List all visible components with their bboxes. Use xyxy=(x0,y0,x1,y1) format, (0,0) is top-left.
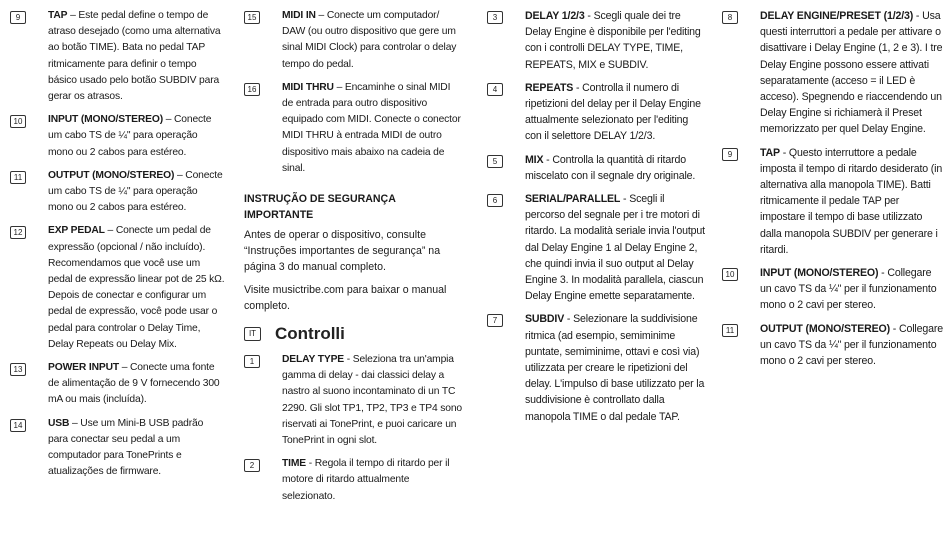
item-text: - Scegli il percorso del segnale per i tre motori di ritardo. La modalità seriale invia l'output dal Delay Engine 1 al Delay Engine 2, che quindi invia il suo output al Delay Engine 3. In modalità parallela, ciascun Delay Engine emette separatamente. xyxy=(525,193,705,303)
item-number-badge: 2 xyxy=(244,459,260,472)
safety-paragraph-2: Visite musictribe.com para baixar o manual completo. xyxy=(244,283,447,312)
item-title: TAP xyxy=(760,146,780,159)
item-title: DELAY TYPE xyxy=(282,354,345,366)
item-number-badge: 11 xyxy=(722,324,738,337)
item-text: – Conecte um computador/ DAW (ou outro dispositivo que gere um sinal MIDI Clock) para controlar o delay tempo do pedal. xyxy=(282,10,457,70)
item-number-badge: 9 xyxy=(722,148,738,161)
item-description xyxy=(282,8,464,73)
item-number-badge: 7 xyxy=(487,314,503,327)
item-text: - Controlla la quantità di ritardo miscelato con il segnale dry originale. xyxy=(525,153,696,182)
control-item xyxy=(722,265,944,314)
item-description xyxy=(282,352,464,449)
item-number-badge: 12 xyxy=(10,226,26,239)
item-number-badge: 8 xyxy=(722,11,738,24)
item-text: – Use um Mini-B USB padrão para conectar seu pedal a um computador para TonePrints e atualizações de firmware. xyxy=(48,417,204,478)
item-description xyxy=(282,80,464,177)
item-description xyxy=(282,456,464,505)
item-title: USB xyxy=(48,417,70,429)
item-number-badge: 13 xyxy=(10,363,26,376)
item-number-badge: 11 xyxy=(10,171,26,184)
item-text: – Conecte uma fonte de alimentação de 9 V fornecendo 300 mA ou mais (incluída). xyxy=(48,362,220,406)
control-item xyxy=(244,456,464,505)
control-item xyxy=(10,223,225,353)
item-title: MIDI IN xyxy=(282,10,316,21)
control-item xyxy=(10,416,225,481)
control-item xyxy=(722,8,944,138)
item-description xyxy=(525,80,707,145)
item-description xyxy=(525,152,707,184)
item-text: - Collegare un cavo TS da ¼" per il funzionamento mono o 2 cavi per stereo. xyxy=(760,322,943,368)
item-number-badge: 9 xyxy=(10,11,26,24)
item-title: TIME xyxy=(282,458,306,470)
section-title: Controlli xyxy=(275,324,345,344)
item-description xyxy=(760,8,944,138)
control-item xyxy=(244,352,464,449)
item-title: DELAY ENGINE/PRESET (1/2/3) xyxy=(760,10,914,22)
item-description xyxy=(760,145,944,258)
control-item xyxy=(10,360,225,409)
item-title: INPUT (MONO/STEREO) xyxy=(760,267,879,280)
item-number-badge: 4 xyxy=(487,83,503,96)
safety-paragraph-1: Antes de operar o dispositivo, consulte “Instruções importantes de segurança” na página 3 do manual completo. xyxy=(244,229,441,274)
item-description xyxy=(525,311,707,424)
control-item xyxy=(722,145,944,258)
control-item xyxy=(10,8,225,105)
item-description xyxy=(525,8,707,73)
item-text: - Selezionare la suddivisione ritmica (ad esempio, semiminime puntate, semiminime, ottavi e così via) utilizzata per creare le ripetizioni del delay. L'impulso di base utilizzato per la suddivisione è controllato dalla manopola TIME o dal pedale TAP. xyxy=(525,313,705,423)
column-it-3 xyxy=(722,8,944,376)
column-pt-1 xyxy=(10,8,225,487)
item-title: SERIAL/PARALLEL xyxy=(525,193,621,206)
control-item xyxy=(487,8,707,73)
control-item xyxy=(487,191,707,304)
item-text: - Usa questi interruttori a pedale per attivare o disattivare i Delay Engine (1, 2 e 3). I tre Delay Engine possono essere attivati separatamente (acceso = il LED è acceso). Spegnendo e riaccendendo un Delay Engine si richiamerà il Preset memorizzato per quel Delay Engine. xyxy=(760,10,943,136)
item-text: – Conecte um cabo TS de ¼" para operação mono ou 2 cabos para estéreo. xyxy=(48,114,212,158)
control-item xyxy=(10,112,225,161)
control-item xyxy=(487,311,707,424)
safety-title: INSTRUÇÃO DE SEGURANÇA IMPORTANTE xyxy=(244,193,396,222)
item-description xyxy=(48,416,225,481)
item-title: EXP PEDAL xyxy=(48,225,105,237)
item-text: - Questo interruttore a pedale imposta il tempo di ritardo desiderato (in alternativa alla manopola TIME). Batti ritmicamente il pedale TAP per impostare il tempo di base utilizzato dalla manopola SUBDIV per generare i ritardi. xyxy=(760,146,943,256)
item-number-badge: 10 xyxy=(10,115,26,128)
control-item xyxy=(722,321,944,370)
item-description xyxy=(760,265,944,314)
item-number-badge: 1 xyxy=(244,355,260,368)
item-description xyxy=(760,321,944,370)
column-pt-it xyxy=(244,8,464,512)
column-it-2 xyxy=(487,8,707,432)
language-badge: IT xyxy=(244,327,261,341)
item-title: SUBDIV xyxy=(525,313,565,326)
item-description xyxy=(48,112,225,161)
item-number-badge: 6 xyxy=(487,194,503,207)
item-text: - Seleziona tra un'ampia gamma di delay - dai classici delay a nastro al suono incontaminato di un TC 2290. Gli slot TP1, TP2, TP3 e TP4 sono riservati ai TonePrint, e puoi caricare un TonePrint in ogni slot. xyxy=(282,354,462,447)
item-number-badge: 5 xyxy=(487,155,503,168)
control-item xyxy=(487,80,707,145)
control-item xyxy=(487,152,707,184)
item-text: - Collegare un cavo TS da ¼" per il funzionamento mono o 2 cavi per stereo. xyxy=(760,267,937,312)
item-description xyxy=(48,8,225,105)
item-number-badge: 16 xyxy=(244,83,260,96)
item-title: MIX xyxy=(525,153,544,166)
item-title: OUTPUT (MONO/STEREO) xyxy=(760,322,891,335)
item-description xyxy=(48,168,225,217)
item-text: - Regola il tempo di ritardo per il motore di ritardo attualmente selezionato. xyxy=(282,458,450,502)
item-title: DELAY 1/2/3 xyxy=(525,10,585,22)
control-item xyxy=(244,80,464,177)
item-number-badge: 14 xyxy=(10,419,26,432)
item-title: POWER INPUT xyxy=(48,362,120,374)
item-title: REPEATS xyxy=(525,81,574,94)
item-text: - Controlla il numero di ripetizioni del delay per il Delay Engine attualmente selezionato per l'editing con il selettore DELAY 1/2/3. xyxy=(525,81,701,143)
item-title: INPUT (MONO/STEREO) xyxy=(48,114,163,126)
item-description xyxy=(48,223,225,353)
item-text: - Scegli quale dei tre Delay Engine è disponibile per l'editing con i controlli DELAY TYPE, TIME, REPEATS, MIX e SUBDIV. xyxy=(525,10,701,71)
control-item xyxy=(10,168,225,217)
item-text: – Este pedal define o tempo de atraso desejado (como uma alternativa ao botão TIME). Bata no pedal TAP ritmicamente para definir o tempo básico usado pelo botão SUBDIV para gerar os atrasos. xyxy=(48,10,221,103)
item-text: – Conecte um cabo TS de ¼" para operação mono ou 2 cabos para estéreo. xyxy=(48,169,223,214)
item-title: TAP xyxy=(48,10,68,21)
it-controls-items-1 xyxy=(244,352,464,505)
item-title: MIDI THRU xyxy=(282,81,334,93)
item-number-badge: 10 xyxy=(722,268,738,281)
section-heading xyxy=(244,324,464,344)
item-text: – Encaminhe o sinal MIDI de entrada para outro dispositivo equipado com MIDI. Conecte o conector MIDI THRU à entrada MIDI de outro dispositivo mais abaixo na cadeia de sinal. xyxy=(282,81,461,174)
item-title: OUTPUT (MONO/STEREO) xyxy=(48,169,175,181)
item-description xyxy=(525,191,707,304)
item-number-badge: 3 xyxy=(487,11,503,24)
item-description xyxy=(48,360,225,409)
control-item xyxy=(244,8,464,73)
pt-midi-items xyxy=(244,8,464,177)
item-text: – Conecte um pedal de expressão (opcional / não incluído). Recomendamos que você use um pedal de expressão linear pot de 25 kΩ. Depois de conectar e configurar um pedal de expressão, você pode usar o pedal para controlar o Delay Time, Delay Repeats ou Delay Mix. xyxy=(48,225,225,350)
item-number-badge: 15 xyxy=(244,11,260,24)
